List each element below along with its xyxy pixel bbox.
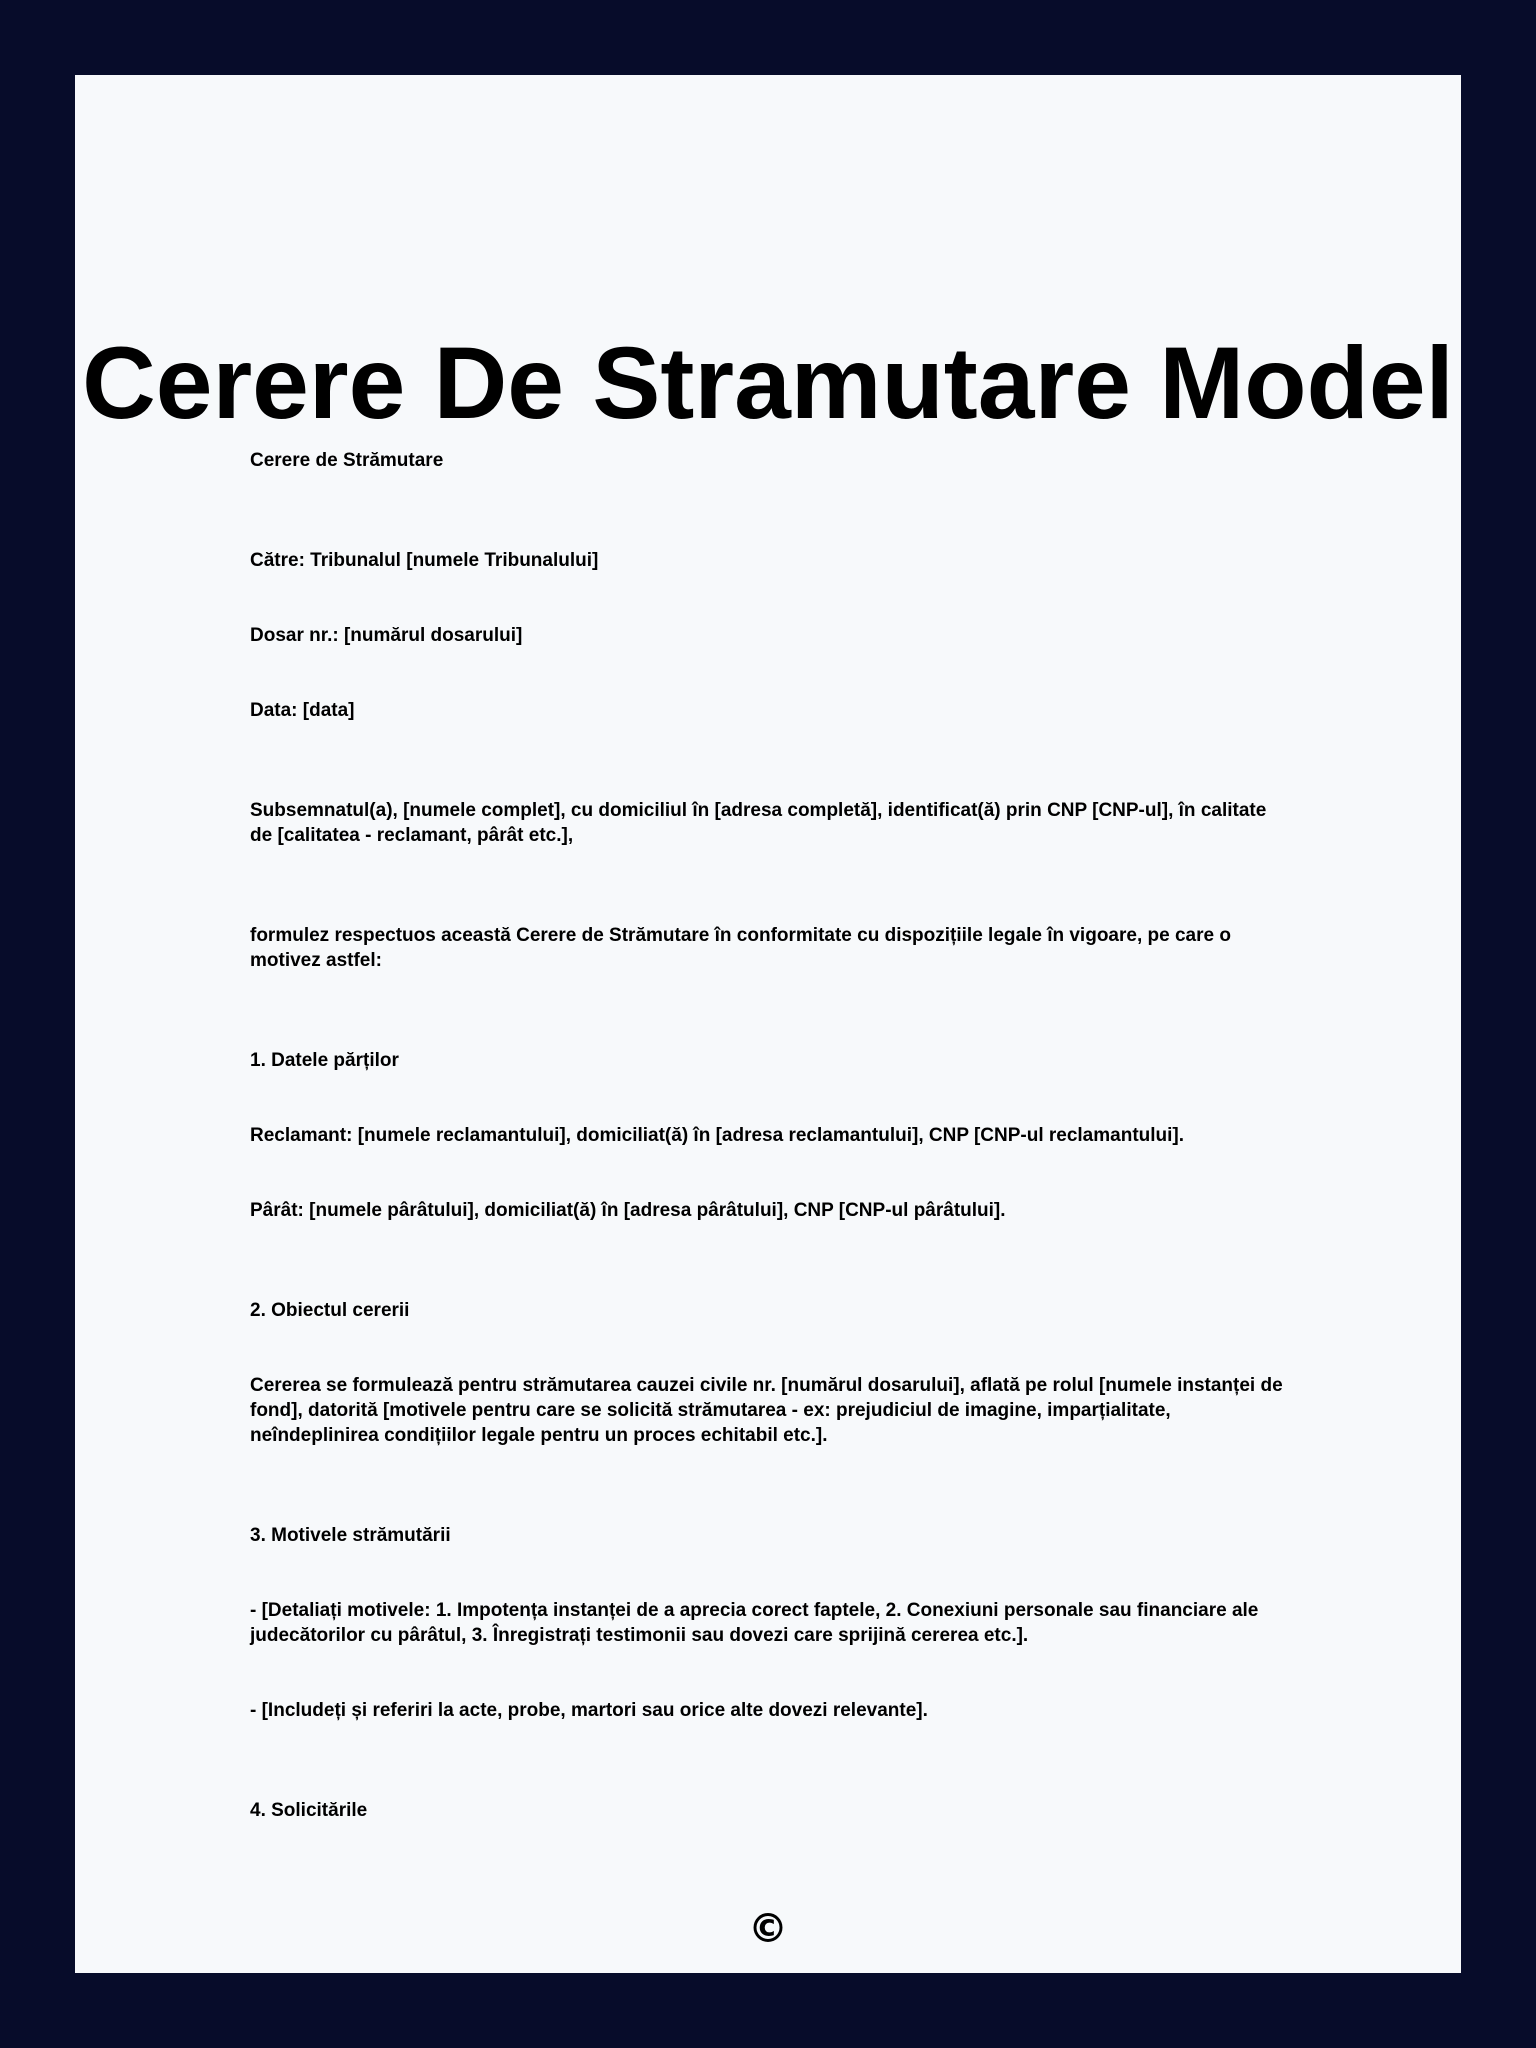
section-heading-parties: 1. Datele părților	[250, 1050, 399, 1071]
date-line: Data: [data]	[250, 700, 355, 721]
case-number-line: Dosar nr.: [numărul dosarului]	[250, 625, 523, 646]
reasons-item: - [Includeți și referiri la acte, probe, martori sau orice alte dovezi relevante].	[250, 1700, 928, 1721]
section-heading-reasons: 3. Motivele strămutării	[250, 1525, 451, 1546]
document-page	[75, 75, 1461, 1973]
object-paragraph: Cererea se formulează pentru strămutarea cauzei civile nr. [numărul dosarului], aflată pe rolul [numele instanței de fond], datorită [motivele pentru care se solicită strămutarea - ex: prejudiciul de imagine, imparțialitate, neîndeplinirea condițiilor legale pentru un proces echitabil etc.].	[250, 1375, 1283, 1446]
copyright-icon: ©	[748, 1906, 788, 1952]
reasons-item: - [Detaliați motivele: 1. Impotența instanței de a aprecia corect faptele, 2. Conexiuni personale sau financiare ale judecătorilor cu pârâtul, 3. Înregistrați testimonii sau dovezi care sprijină cererea etc.].	[250, 1600, 1259, 1646]
document-heading: Cerere de Strămutare	[250, 450, 444, 471]
section-heading-requests: 4. Solicitările	[250, 1800, 368, 1821]
request-paragraph: formulez respectuos această Cerere de Strămutare în conformitate cu dispozițiile legale în vigoare, pe care o motivez astfel:	[250, 925, 1231, 971]
defendant-line: Pârât: [numele pârâtului], domiciliat(ă) în [adresa pârâtului], CNP [CNP-ul pârâtului].	[250, 1200, 1006, 1221]
section-heading-object: 2. Obiectul cererii	[250, 1300, 410, 1321]
recipient-line: Către: Tribunalul [numele Tribunalului]	[250, 550, 599, 571]
document-title: Cerere De Stramutare Model	[82, 326, 1454, 440]
plaintiff-line: Reclamant: [numele reclamantului], domiciliat(ă) în [adresa reclamantului], CNP [CNP-ul reclamantului].	[250, 1125, 1185, 1146]
applicant-paragraph: Subsemnatul(a), [numele complet], cu domiciliul în [adresa completă], identificat(ă) prin CNP [CNP-ul], în calitate de [calitatea - reclamant, pârât etc.],	[250, 800, 1267, 846]
